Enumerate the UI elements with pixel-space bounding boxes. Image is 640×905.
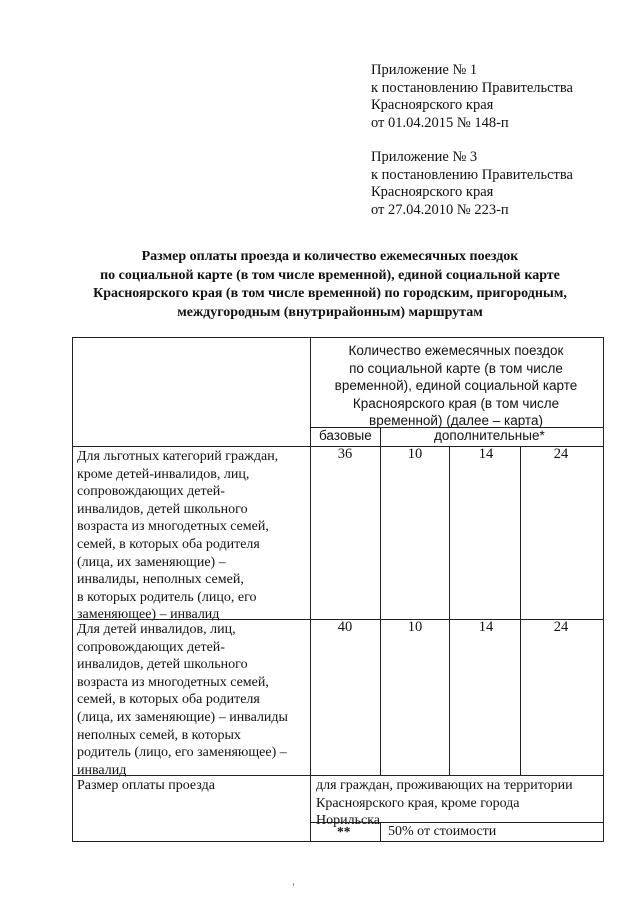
annex-1-line3: Красноярского края [371, 97, 494, 113]
annex-1-block [371, 62, 573, 132]
row1-add2-value: 14 [478, 446, 494, 462]
row1-line: кроме детей-инвалидов, лиц, [77, 466, 250, 482]
row1-line: Для льготных категорий граждан, [77, 449, 279, 464]
annex-3-line3: Красноярского края [371, 184, 494, 200]
row1-add3-value: 24 [553, 446, 569, 462]
row2-line: инвалидов, детей школьного [77, 657, 248, 673]
fare-percent: 50% от стоимости [388, 824, 497, 839]
row2-add2-cell [449, 619, 521, 776]
annex-1-line2: к постановлению Правительства [371, 79, 573, 96]
row2-label [77, 621, 288, 779]
row1-base-value: 36 [337, 446, 353, 462]
annex-3-line2: к постановлению Правительства [371, 166, 573, 183]
title-line-4: междугородным (внутрирайонным) маршрутам [177, 304, 483, 320]
row2-line: родитель (лицо, его заменяющее) – [77, 745, 287, 761]
trips-header-line-1: Количество ежемесячных поездок [348, 343, 564, 358]
row2-add2-value: 14 [478, 619, 494, 635]
row1-line: сопровождающих детей- [77, 484, 225, 500]
row2-add3-cell [520, 619, 604, 776]
annex-3-block [371, 149, 573, 219]
row2-line: неполных семей, в которых [77, 727, 241, 743]
row2-line: инвалид [77, 762, 127, 778]
row1-line: инвалидов, детей школьного [77, 501, 248, 517]
row2-add3-value: 24 [553, 619, 569, 635]
row1-label [77, 448, 278, 624]
annex-3-date: от 27.04.2010 № 223-п [371, 201, 509, 218]
row2-base-cell [310, 619, 381, 776]
row1-line: семей, в которых оба родителя [77, 536, 260, 552]
row1-add1-cell [380, 446, 450, 620]
trips-header-line-4: Красноярского края (в том числе [352, 395, 560, 411]
trips-header-line-2: по социальной карте (в том числе [349, 360, 563, 376]
row2-line: возраста из многодетных семей, [77, 674, 269, 690]
fare-line-3: Норильска [316, 813, 380, 829]
row2-base-value: 40 [337, 619, 353, 635]
annex-1-number: Приложение № 1 [371, 62, 478, 78]
row2-line: Для детей инвалидов, лиц, [77, 622, 236, 637]
row2-add1-value: 10 [407, 619, 423, 635]
row1-add1-value: 10 [407, 446, 423, 462]
row1-add2-cell [449, 446, 521, 620]
row2-add1-cell [380, 619, 450, 776]
row2-line: сопровождающих детей- [77, 639, 225, 655]
row3-label [77, 777, 215, 795]
additional-column-header: дополнительные* [434, 428, 545, 443]
row1-add3-cell [520, 446, 604, 620]
title-line-1: Размер оплаты проезда и количество ежемесячных поездок [141, 249, 519, 264]
fare-line-2: Красноярского края, кроме города [316, 795, 520, 811]
trips-header-text [310, 342, 602, 430]
header-empty-cell [72, 337, 311, 447]
row1-line: в которых родитель (лицо, его [77, 589, 257, 605]
row1-line: (лица, их заменяющие) – [77, 554, 226, 570]
trips-header-line-5: временной) (далее – карта) [369, 413, 543, 428]
base-column-header: базовые [319, 428, 372, 443]
fare-label: Размер оплаты проезда [77, 778, 215, 793]
scan-speck [293, 883, 294, 886]
fare-condition [316, 777, 573, 830]
row1-base-cell [310, 446, 381, 620]
row1-line: возраста из многодетных семей, [77, 519, 269, 535]
row1-line: заменяющее) – инвалид [77, 607, 220, 623]
document-title [60, 248, 600, 322]
fare-line-1: для граждан, проживающих на территории [316, 778, 573, 793]
annex-1-date: от 01.04.2015 № 148-п [371, 114, 509, 131]
annex-3-number: Приложение № 3 [371, 149, 478, 165]
footnote-mark: ** [337, 824, 351, 839]
title-line-3: Красноярского края (в том числе временной) по городским, пригородным, [93, 286, 567, 301]
row1-line: инвалиды, неполных семей, [77, 572, 244, 588]
row2-line: (лица, их заменяющие) – инвалиды [77, 709, 288, 725]
trips-header-line-3: временной), единой социальной карте [334, 378, 578, 393]
row2-line: семей, в которых оба родителя [77, 692, 260, 708]
title-line-2: по социальной карте (в том числе временной), единой социальной карте [100, 267, 560, 283]
